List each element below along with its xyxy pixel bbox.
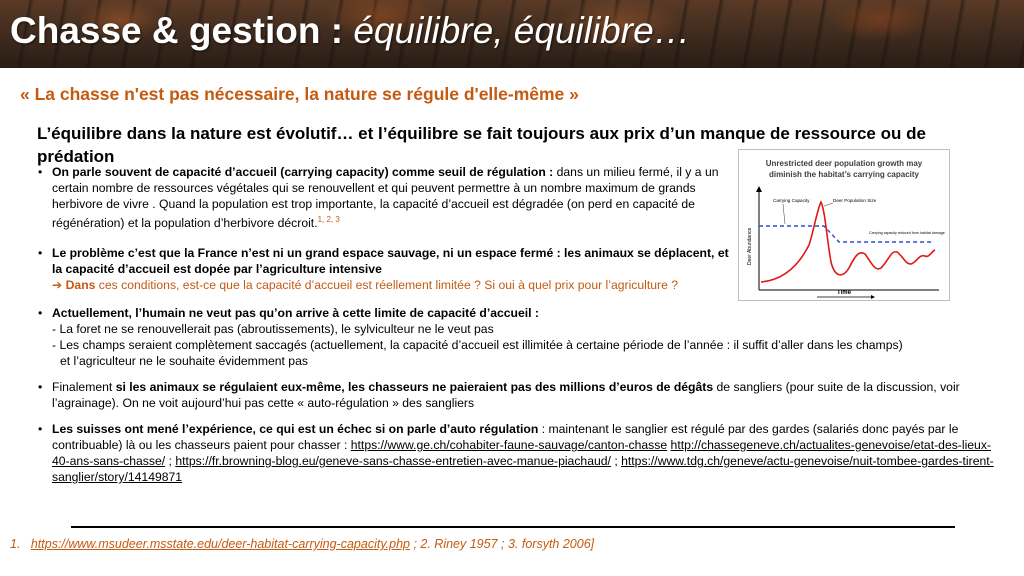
link-tdg[interactable]: https://www.tdg.ch/geneve/actu-genevoise/nuit-tombee-gardes-tirent-sanglier/story/14149871: [52, 454, 994, 485]
y-axis-arrow: [756, 186, 762, 192]
label-pointer-population: [824, 203, 833, 206]
carrying-capacity-figure: [738, 149, 950, 301]
slide-title: Chasse & gestion : équilibre, équilibre…: [10, 10, 691, 51]
section-heading: L’équilibre dans la nature est évolutif… et l’équilibre se fait toujours aux prix d’un manque de ressource ou de prédation: [37, 124, 926, 166]
link-ge-ch[interactable]: https://www.ge.ch/cohabiter-faune-sauvage/canton-chasse: [350, 438, 668, 453]
header-banner: [0, 0, 1024, 68]
label-carrying-capacity: Carrying Capacity: [773, 198, 810, 203]
figure-title-line1: Unrestricted deer population growth may: [765, 159, 923, 168]
bullet-self-regulation: • Finalement si les animaux se régulaient eux-même, les chasseurs ne paieraient pas des millions d’euros de dégâts de sangliers (pour suite de la discussion, voir l’agrainage). On ne voit aujourd’hui pas cette « auto-régulation » des sangliers: [38, 379, 1006, 411]
bullet-human-limit: • Actuellement, l’humain ne veut pas qu’on arrive à cette limite de capacité d’accueil : - La foret ne se renouvellerait pas (abroutissements), le sylviculteur ne le veut pas - Les champs seraient complètement saccagés (actuellement, la capacité d’accueil est illimitée à certaine période de l’année : il suffit d’aller dans les champs) et l’agriculteur ne le souhaite évidemment pas: [38, 305, 1006, 369]
arrow-icon: ➔: [52, 278, 63, 293]
figure-title-line2: diminish the habitat’s carrying capacity: [769, 170, 919, 179]
footnote: 1. https://www.msudeer.msstate.edu/deer-habitat-carrying-capacity.php ; 2. Riney 1957 ; 3. forsyth 2006]: [10, 537, 595, 551]
footnote-link-msudeer[interactable]: https://www.msudeer.msstate.edu/deer-habitat-carrying-capacity.php: [30, 537, 410, 551]
arrow-question: ➔ Dans ces conditions, est-ce que la capacité d’accueil est réellement limitée ? Si oui à quel prix pour l’agriculture ?: [52, 278, 679, 293]
bullet-swiss-experience: • Les suisses ont mené l’expérience, ce qui est un échec si on parle d’auto régulation : maintenant le sanglier est régulé par des gardes (salariés donc payés par le contribuable) là ou les chasseurs paient pour chasser : https://www.ge.ch/cohabiter-faune-sauvage/canton-chasse http://chassegeneve.ch/actualites-genevoise/etat-des-lieux-40-ans-sans-chasse/ ; https://fr.browning-blog.eu/geneve-sans-chasse-entretien-avec-manue-piachaud/ ; https://www.tdg.ch/geneve/actu-genevoise/nuit-tombee-gardes-tirent-sanglier/story/14149871: [38, 421, 1006, 485]
carrying-capacity-diagram: [739, 150, 949, 300]
bullet-carrying-capacity: • On parle souvent de capacité d’accueil (carrying capacity) comme seuil de régulation : dans un milieu fermé, il y a un certain nombre de ressources végétales qui se renouvellent et qui peuvent permettre à un nombre maximum de grands herbivore de vivre . Quand la population est trop importante, la capacité d’accueil est dégradée (on perd en capacité de régénération) et la population d’herbivore décroit.$^{1, 2, 3}$: [38, 164, 732, 231]
label-reduced-capacity: Carrying capacity reduced from habitat damage: [869, 231, 945, 235]
y-axis-label: Deer Abundance: [747, 227, 753, 265]
label-population-size: Deer Population Size: [833, 198, 877, 203]
link-browning-blog[interactable]: https://fr.browning-blog.eu/geneve-sans-chasse-entretien-avec-manue-piachaud/: [175, 454, 611, 469]
reference-sup: 1, 2, 3: [317, 215, 340, 224]
time-arrow-head: [871, 295, 875, 299]
quote-subtitle: « La chasse n'est pas nécessaire, la nature se régule d'elle-même »: [20, 84, 579, 104]
footnote-divider: [71, 526, 955, 528]
bullet-france-problem: • Le problème c’est que la France n’est ni un grand espace sauvage, ni un espace fermé : les animaux se déplacent, et la capacité d’accueil est dopée par l’agriculture intensive ➔ Dans ces conditions, est-ce que la capacité d’accueil est réellement limitée ? Si oui à quel prix pour l’agriculture ?: [38, 245, 742, 293]
link-chassegeneve[interactable]: http://chassegeneve.ch/actualites-genevoise/etat-des-lieux-40-ans-sans-chasse/: [52, 438, 991, 469]
label-pointer-capacity: [783, 204, 785, 224]
x-axis-label: Time: [837, 290, 851, 296]
